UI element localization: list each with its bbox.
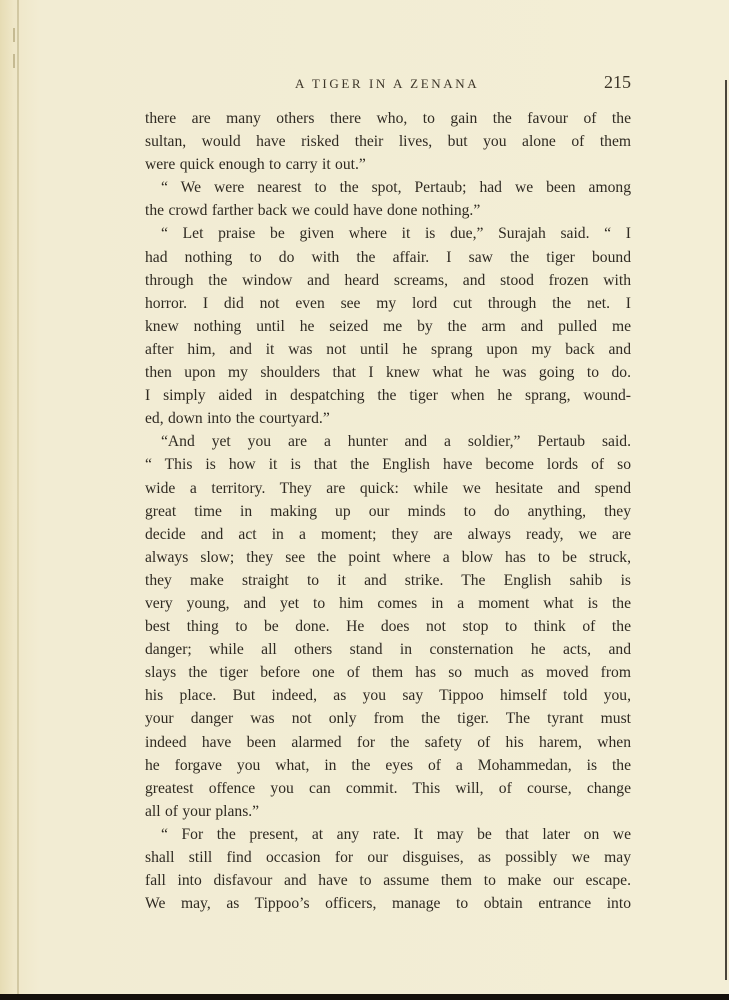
text-line: sultan, would have risked their lives, but you alone of them [145, 133, 631, 151]
text-line: best thing to be done. He does not stop to think of the [145, 618, 631, 636]
text-line: knew nothing until he seized me by the arm and pulled me [145, 317, 631, 335]
text-line: “ We were nearest to the spot, Pertaub; had we been among [161, 179, 631, 197]
text-line: ed, down into the courtyard.” [145, 410, 330, 428]
gutter-mark-upper [13, 54, 15, 68]
text-line: they make straight to it and strike. The English sahib is [145, 571, 631, 589]
text-line: very young, and yet to him comes in a moment what is the [145, 594, 631, 612]
body-text [145, 107, 631, 915]
text-line: through the window and heard screams, and stood frozen with [145, 271, 631, 289]
text-line: his place. But indeed, as you say Tippoo himself told you, [145, 687, 631, 705]
text-line: slays the tiger before one of them has so much as moved from [145, 664, 631, 682]
text-line: decide and act in a moment; they are always ready, we are [145, 525, 631, 543]
text-line: your danger was not only from the tiger. The tyrant must [145, 710, 631, 728]
text-line: were quick enough to carry it out.” [145, 156, 366, 174]
text-line: all of your plans.” [145, 802, 260, 820]
text-line: “ For the present, at any rate. It may be that later on we [161, 825, 631, 843]
text-line: horror. I did not even see my lord cut through the net. I [145, 294, 631, 312]
text-line: “ This is how it is that the English have become lords of so [145, 456, 631, 474]
text-line: indeed have been alarmed for the safety of his harem, when [145, 733, 631, 751]
page-edge-right [725, 80, 727, 980]
text-line: after him, and it was not until he sprang upon my back and [145, 340, 631, 358]
text-line: “ Let praise be given where it is due,” Surajah said. “ I [161, 225, 631, 243]
text-line: “And yet you are a hunter and a soldier,” Pertaub said. [161, 433, 631, 451]
text-line: shall still find occasion for our disguises, as possibly we may [145, 849, 631, 866]
binding-gutter [17, 0, 19, 1000]
page-number: 215 [604, 72, 631, 92]
text-line: had nothing to do with the affair. I saw the tiger bound [145, 248, 631, 266]
page-header [145, 72, 631, 96]
text-line: then upon my shoulders that I knew what he was going to do. [145, 364, 631, 382]
gutter-mark-top [13, 28, 15, 42]
text-line: greatest offence you can commit. This will, of course, change [145, 779, 631, 797]
text-line: great time in making up our minds to do anything, they [145, 502, 631, 520]
text-line: wide a territory. They are quick: while we hesitate and spend [145, 479, 631, 497]
text-line: there are many others there who, to gain the favour of the [145, 110, 631, 127]
text-line: We may, as Tippoo’s officers, manage to obtain entrance into [145, 895, 631, 913]
text-line: always slow; they see the point where a blow has to be struck, [145, 548, 631, 566]
text-line: the crowd farther back we could have done nothing.” [145, 202, 481, 220]
text-line: I simply aided in despatching the tiger when he sprang, wound- [145, 387, 631, 405]
text-line: fall into disfavour and have to assume them to make our escape. [145, 872, 631, 890]
text-line: danger; while all others stand in consternation he acts, and [145, 641, 631, 659]
page-edge-bottom [0, 994, 729, 1000]
text-line: he forgave you what, in the eyes of a Mohammedan, is the [145, 756, 631, 774]
running-head: A TIGER IN A ZENANA [295, 76, 480, 91]
